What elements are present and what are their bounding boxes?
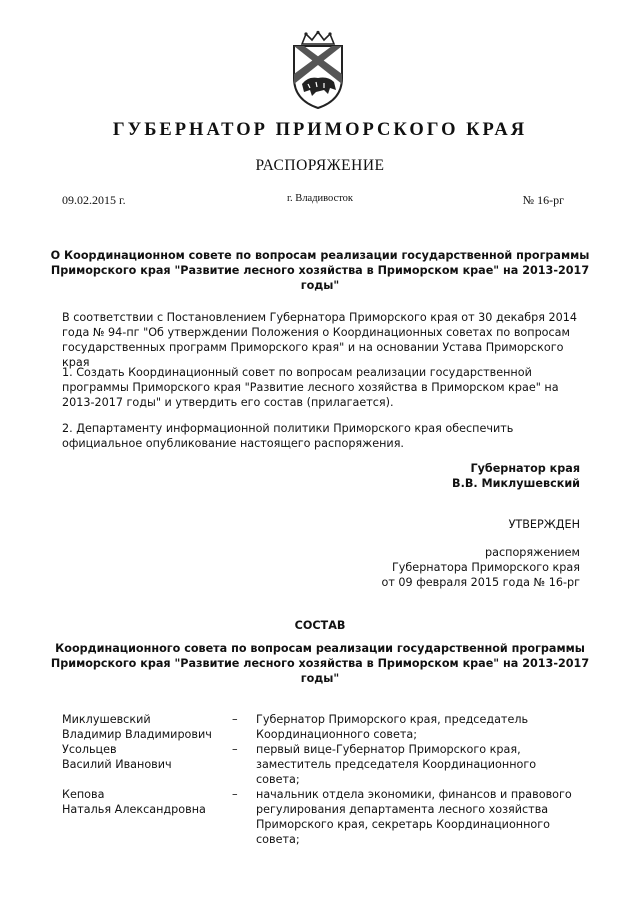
- member-dash: –: [232, 788, 238, 801]
- signature-block: [320, 461, 580, 491]
- member-given-name: Василий Иванович: [62, 758, 172, 771]
- document-number: № 16-рг: [522, 193, 564, 207]
- document-type: РАСПОРЯЖЕНИЕ: [255, 157, 385, 174]
- member-role: начальник отдела экономики, финансов и правового регулирования департамента лесного хозяйства Приморского края, секретарь Координационного совета;: [256, 788, 572, 846]
- member-surname: Кепова: [62, 788, 105, 801]
- approval-line-3: от 09 февраля 2015 года № 16-рг: [381, 576, 580, 589]
- item-2-paragraph: 2. Департаменту информационной политики Приморского края обеспечить официальное опубликование настоящего распоряжения.: [62, 422, 514, 450]
- signer-name: В.В. Миклушевский: [452, 477, 580, 490]
- member-role: Губернатор Приморского края, председатель Координационного совета;: [256, 713, 529, 741]
- approval-line-2: Губернатора Приморского края: [391, 561, 580, 574]
- member-row: [62, 787, 602, 847]
- member-surname: Усольцев: [62, 743, 117, 756]
- approval-block: [320, 545, 580, 590]
- member-name: [62, 712, 232, 742]
- preamble-paragraph: В соответствии с Постановлением Губернатора Приморского края от 30 декабря 2014 года № 94-пг "Об утверждении Положения о Координационных советах по вопросам государственных программ Приморского края" и на основании Устава Приморского края: [62, 311, 577, 369]
- member-name: [62, 742, 232, 787]
- approved-label: УТВЕРЖДЕН: [508, 518, 580, 531]
- signer-position: Губернатор края: [470, 462, 580, 475]
- document-date: 09.02.2015 г.: [62, 193, 126, 207]
- document-place: г. Владивосток: [286, 193, 354, 204]
- coat-of-arms-icon: [282, 30, 354, 110]
- member-name: [62, 787, 232, 847]
- member-dash: –: [232, 743, 238, 756]
- governor-title: ГУБЕРНАТОР ПРИМОРСКОГО КРАЯ: [112, 120, 528, 140]
- item-1-paragraph: 1. Создать Координационный совет по вопросам реализации государственной программы Приморского края "Развитие лесного хозяйства в Приморском крае" на 2013-2017 годы" и утвердить его состав (прилагается).: [62, 366, 559, 409]
- member-role: первый вице-Губернатор Приморского края, заместитель председателя Координационного совета;: [256, 743, 537, 786]
- member-given-name: Владимир Владимирович: [62, 728, 212, 741]
- member-dash: –: [232, 713, 238, 726]
- member-row: [62, 712, 602, 742]
- document-title: О Координационном совете по вопросам реализации государственной программы Приморского края "Развитие лесного хозяйства в Приморском крае" на 2013-2017 годы": [50, 249, 590, 292]
- member-given-name: Наталья Александровна: [62, 803, 206, 816]
- members-list: [62, 712, 602, 847]
- member-surname: Миклушевский: [62, 713, 151, 726]
- composition-subtitle: Координационного совета по вопросам реализации государственной программы Приморского края "Развитие лесного хозяйства в Приморском крае" на 2013-2017 годы": [50, 642, 590, 685]
- composition-heading: СОСТАВ: [294, 619, 346, 632]
- approval-line-1: распоряжением: [485, 546, 580, 559]
- member-row: [62, 742, 602, 787]
